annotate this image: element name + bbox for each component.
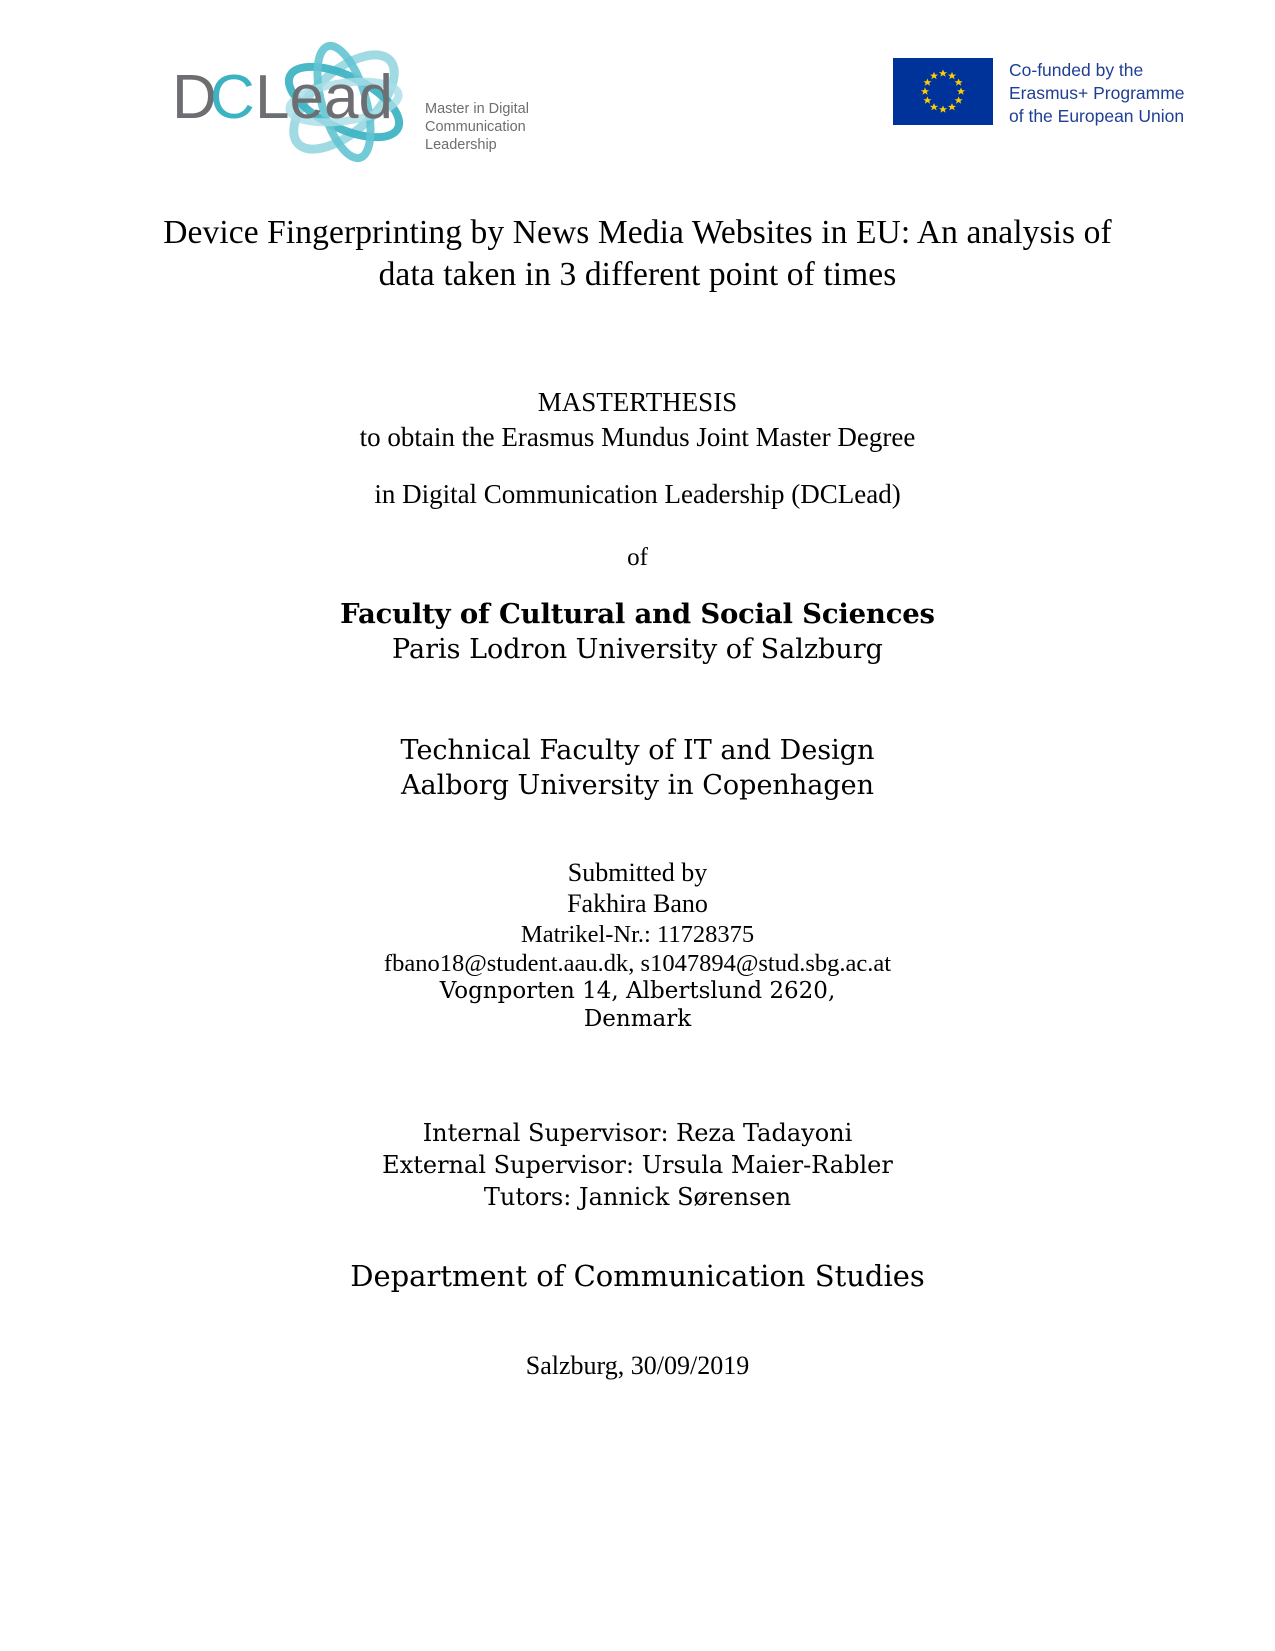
svg-text:Communication: Communication [425, 119, 526, 135]
eu-cofunding-logo [893, 58, 1185, 130]
svg-text:C: C [210, 63, 255, 132]
page-header [0, 0, 1275, 180]
thesis-type-heading: MASTERTHESIS [537, 387, 738, 417]
tutors: Tutors: Jannick Sørensen [483, 1182, 792, 1211]
author-address-line-1: Vognporten 14, Albertslund 2620, [439, 978, 836, 1005]
page-title [0, 212, 1275, 296]
author-block [0, 858, 1275, 1033]
of-connector: of [627, 544, 648, 571]
author-matriculation-number: Matrikel-Nr.: 11728375 [520, 920, 755, 948]
eu-flag-icon [893, 58, 993, 125]
svg-text:D: D [172, 63, 217, 132]
eu-text-line-1: Co-funded by the [1009, 60, 1144, 80]
svg-text:Master in Digital: Master in Digital [425, 101, 529, 117]
author-name: Fakhira Bano [567, 888, 708, 918]
secondary-institution [0, 733, 1275, 803]
degree-program: in Digital Communication Leadership (DCLead) [374, 479, 901, 509]
svg-text:Lead: Lead [255, 63, 393, 132]
svg-text:Leadership: Leadership [425, 137, 497, 153]
eu-text-line-2: Erasmus+ Programme [1009, 83, 1185, 104]
submitted-by-label: Submitted by [567, 858, 708, 887]
degree-statement [0, 385, 1275, 454]
eu-cofunding-text [1009, 58, 1185, 128]
dclead-logo [148, 36, 538, 168]
secondary-faculty-name: Technical Faculty of IT and Design [400, 735, 875, 766]
external-supervisor: External Supervisor: Ursula Maier-Rabler [382, 1150, 893, 1179]
faculty-name: Faculty of Cultural and Social Sciences [340, 598, 935, 630]
degree-subheading: to obtain the Erasmus Mundus Joint Master Degree [359, 421, 916, 452]
page-title-line-2: data taken in 3 different point of times [378, 256, 897, 294]
page-title-line-1: Device Fingerprinting by News Media Websites in EU: An analysis of [163, 214, 1112, 251]
author-address-line-2: Denmark [583, 1005, 692, 1032]
place-and-date: Salzburg, 30/09/2019 [525, 1351, 750, 1380]
author-emails: fbano18@student.aau.dk, s1047894@stud.sbg.ac.at [383, 950, 892, 978]
internal-supervisor: Internal Supervisor: Reza Tadayoni [422, 1119, 853, 1147]
dclead-tagline [425, 101, 529, 153]
dclead-wordmark [172, 63, 393, 132]
dclead-logo-graphic [148, 36, 538, 168]
eu-text-line-3: of the European Union [1009, 106, 1185, 127]
university-name: Paris Lodron University of Salzburg [392, 634, 883, 665]
supervisors-block [0, 1118, 1275, 1214]
department-name: Department of Communication Studies [350, 1259, 925, 1293]
secondary-university-name: Aalborg University in Copenhagen [401, 770, 874, 802]
